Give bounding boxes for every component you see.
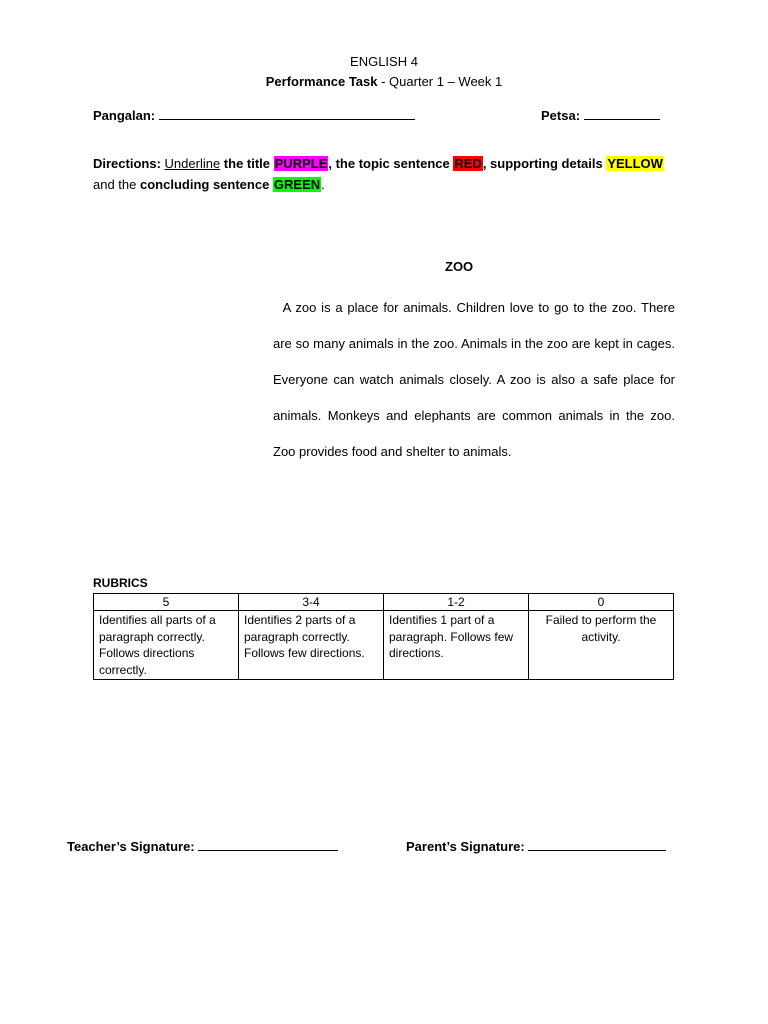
task-subtitle [0, 74, 768, 89]
rubric-header-5: 5 [94, 594, 239, 611]
rubrics-header-row [94, 594, 674, 611]
rubric-header-0: 0 [529, 594, 674, 611]
rubrics-table [93, 593, 674, 680]
teacher-signature-line[interactable] [198, 840, 338, 851]
directions-end: . [321, 177, 325, 192]
task-label: Performance Task [265, 74, 378, 89]
rubric-header-3-4: 3-4 [239, 594, 384, 611]
directions-topic: , the topic sentence [328, 156, 454, 171]
directions-label: Directions: [93, 156, 161, 171]
directions-supporting: , supporting details [482, 156, 607, 171]
passage-title: ZOO [445, 259, 474, 274]
passage-paragraph [273, 290, 675, 470]
parent-signature-label: Parent’s Signature: [406, 839, 525, 854]
passage-text: A zoo is a place for animals. Children love to go to the zoo. There are so many animals in the zoo. Animals in the zoo are kept in cages. Everyone can watch animals closely. A zoo is also a safe place for animals. Monkeys and elephants are common animals in the zoo. Zoo provides food and shelter to animals. [273, 300, 675, 459]
name-field[interactable] [93, 108, 415, 123]
directions-text [93, 153, 683, 195]
underline-word: Underline [164, 156, 221, 171]
date-field[interactable] [541, 108, 660, 123]
directions-concluding: concluding sentence [140, 177, 273, 192]
directions-the-title: the title [220, 156, 274, 171]
task-period: - Quarter 1 – Week 1 [377, 74, 503, 89]
rubric-cell-0: Failed to perform the activity. [529, 611, 674, 680]
rubric-cell-1-2: Identifies 1 part of a paragraph. Follows few directions. [384, 611, 529, 680]
parent-signature-field[interactable] [406, 839, 666, 854]
subject-title: ENGLISH 4 [350, 54, 418, 69]
directions-and: and the [93, 177, 140, 192]
red-highlight: RED [454, 156, 482, 171]
parent-signature-line[interactable] [528, 840, 666, 851]
green-highlight: GREEN [273, 177, 321, 192]
purple-highlight: PURPLE [274, 156, 328, 171]
name-blank-line[interactable] [159, 109, 415, 120]
date-blank-line[interactable] [584, 109, 660, 120]
rubrics-label: RUBRICS [93, 576, 148, 590]
rubric-cell-3-4: Identifies 2 parts of a paragraph correctly. Follows few directions. [239, 611, 384, 680]
rubric-cell-5: Identifies all parts of a paragraph correctly. Follows directions correctly. [94, 611, 239, 680]
teacher-signature-label: Teacher’s Signature: [67, 839, 195, 854]
yellow-highlight: YELLOW [607, 156, 663, 171]
date-label: Petsa: [541, 108, 581, 123]
rubrics-criteria-row [94, 611, 674, 680]
teacher-signature-field[interactable] [67, 839, 338, 854]
name-label: Pangalan: [93, 108, 156, 123]
rubric-header-1-2: 1-2 [384, 594, 529, 611]
